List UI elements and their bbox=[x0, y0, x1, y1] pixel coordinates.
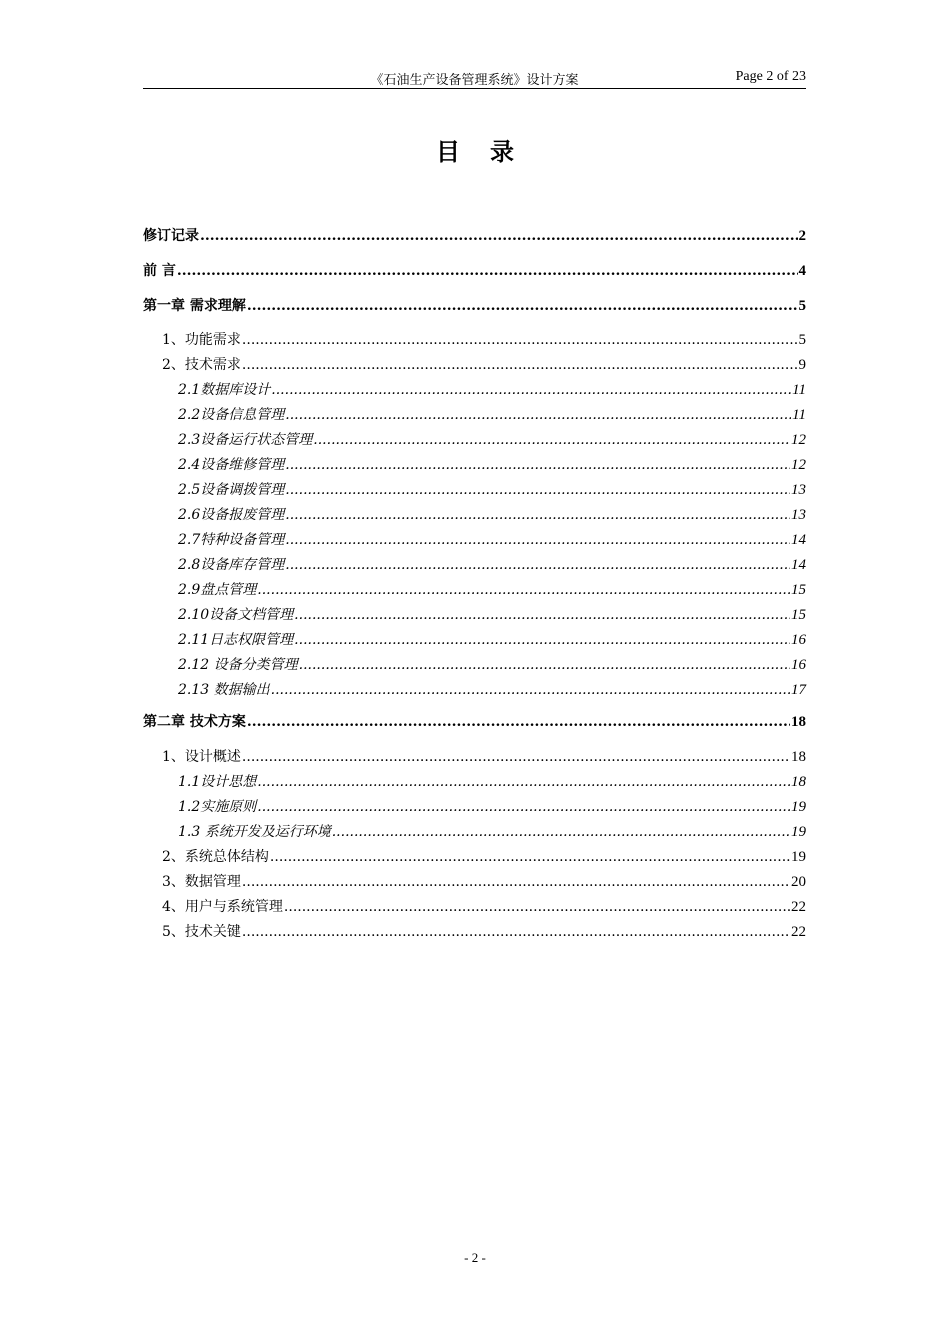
toc-entry[interactable] bbox=[162, 329, 806, 351]
page-footer: - 2 - bbox=[464, 1250, 486, 1265]
toc-entry-title: 2.7特种设备管理 bbox=[178, 532, 285, 548]
toc-leader-dots bbox=[247, 711, 790, 733]
toc-leader-dots bbox=[285, 479, 790, 501]
toc-leader-dots bbox=[285, 404, 791, 426]
toc-entry-page: 18 bbox=[791, 714, 806, 730]
toc-leader-dots bbox=[242, 329, 798, 351]
toc-entry-title: 2.2设备信息管理 bbox=[178, 407, 285, 423]
toc-entry-title: 1、功能需求 bbox=[162, 332, 241, 348]
toc-entry-title: 5、技术关键 bbox=[162, 924, 241, 940]
toc-leader-dots bbox=[294, 604, 790, 626]
toc-leader-dots bbox=[285, 504, 790, 526]
toc-entry-title: 2.8设备库存管理 bbox=[178, 557, 285, 573]
toc-entry-title: 前 言 bbox=[143, 263, 176, 279]
toc-entry-page: 14 bbox=[791, 532, 806, 548]
toc-entry-title: 2.1数据库设计 bbox=[178, 382, 271, 398]
toc-entry[interactable] bbox=[178, 479, 806, 501]
toc-leader-dots bbox=[285, 529, 790, 551]
toc-entry-title: 2.11日志权限管理 bbox=[178, 632, 294, 648]
toc-entry-page: 16 bbox=[791, 632, 806, 648]
toc-entry[interactable] bbox=[178, 379, 806, 401]
toc-entry-title: 2、技术需求 bbox=[162, 357, 241, 373]
toc-entry-page: 11 bbox=[792, 407, 806, 423]
toc-leader-dots bbox=[285, 554, 790, 576]
toc-entry[interactable] bbox=[178, 771, 806, 793]
toc-entry-title: 2.13 数据输出 bbox=[178, 682, 270, 698]
toc-entry-page: 12 bbox=[791, 432, 806, 448]
toc-leader-dots bbox=[284, 896, 790, 918]
toc-entry-page: 11 bbox=[792, 382, 806, 398]
toc-entry[interactable] bbox=[162, 354, 806, 376]
toc-entry-page: 16 bbox=[791, 657, 806, 673]
header-title: 《石油生产设备管理系统》设计方案 bbox=[370, 73, 579, 88]
toc-leader-dots bbox=[271, 679, 790, 701]
toc-entry-title: 2.9盘点管理 bbox=[178, 582, 257, 598]
toc-entry[interactable] bbox=[143, 295, 806, 317]
toc-entry-title: 修订记录 bbox=[143, 228, 199, 244]
toc-entry-page: 18 bbox=[791, 774, 806, 790]
toc-entry-page: 19 bbox=[791, 799, 806, 815]
toc-entry-page: 5 bbox=[798, 298, 806, 314]
toc-entry-title: 2.4设备维修管理 bbox=[178, 457, 285, 473]
toc-entry[interactable] bbox=[143, 260, 806, 282]
toc-entry-page: 19 bbox=[791, 849, 806, 865]
page-header bbox=[143, 68, 806, 89]
toc-leader-dots bbox=[285, 454, 790, 476]
toc-entry-page: 17 bbox=[791, 682, 806, 698]
toc-entry[interactable] bbox=[178, 454, 806, 476]
toc-leader-dots bbox=[257, 579, 790, 601]
toc-entry-page: 2 bbox=[798, 228, 806, 244]
toc-entry-page: 22 bbox=[791, 924, 806, 940]
toc-leader-dots bbox=[200, 225, 798, 247]
toc-leader-dots bbox=[271, 379, 791, 401]
toc-entry[interactable] bbox=[178, 404, 806, 426]
toc-entry-page: 19 bbox=[791, 824, 806, 840]
toc-entry[interactable] bbox=[178, 429, 806, 451]
toc-entry[interactable] bbox=[178, 654, 806, 676]
toc-entry[interactable] bbox=[162, 871, 806, 893]
toc-entry-title: 2.10设备文档管理 bbox=[178, 607, 294, 623]
toc-entry-title: 2.6设备报废管理 bbox=[178, 507, 285, 523]
toc-leader-dots bbox=[242, 746, 790, 768]
toc-leader-dots bbox=[270, 846, 790, 868]
toc-entry-title: 2.3设备运行状态管理 bbox=[178, 432, 313, 448]
toc-leader-dots bbox=[247, 295, 798, 317]
toc-entry-page: 12 bbox=[791, 457, 806, 473]
toc-leader-dots bbox=[299, 654, 790, 676]
toc-entry[interactable] bbox=[143, 711, 806, 733]
toc-entry[interactable] bbox=[162, 746, 806, 768]
toc-entry[interactable] bbox=[178, 529, 806, 551]
toc-entry[interactable] bbox=[178, 579, 806, 601]
toc-entry[interactable] bbox=[178, 604, 806, 626]
toc-entry-title: 3、数据管理 bbox=[162, 874, 241, 890]
toc-entry-title: 1.1设计思想 bbox=[178, 774, 257, 790]
toc-entry[interactable] bbox=[178, 796, 806, 818]
toc-entry-page: 13 bbox=[791, 507, 806, 523]
toc-entry-page: 9 bbox=[798, 357, 806, 373]
toc-leader-dots bbox=[257, 796, 790, 818]
toc-entry[interactable] bbox=[178, 821, 806, 843]
toc-entry[interactable] bbox=[162, 896, 806, 918]
toc-entry-title: 2.5设备调拨管理 bbox=[178, 482, 285, 498]
toc-entry[interactable] bbox=[143, 225, 806, 247]
toc-leader-dots bbox=[242, 921, 790, 943]
toc-entry[interactable] bbox=[178, 629, 806, 651]
toc-leader-dots bbox=[332, 821, 790, 843]
toc-entry-page: 14 bbox=[791, 557, 806, 573]
toc-entry-page: 20 bbox=[791, 874, 806, 890]
toc-entry[interactable] bbox=[178, 554, 806, 576]
toc-heading: 目录 bbox=[436, 137, 544, 166]
toc-leader-dots bbox=[313, 429, 790, 451]
toc-entry-title: 1.2实施原则 bbox=[178, 799, 257, 815]
toc-leader-dots bbox=[242, 354, 798, 376]
toc-entry-page: 15 bbox=[791, 582, 806, 598]
header-page-number: Page 2 of 23 bbox=[735, 69, 806, 84]
toc-leader-dots bbox=[257, 771, 790, 793]
toc-leader-dots bbox=[294, 629, 790, 651]
toc-leader-dots bbox=[242, 871, 790, 893]
toc-entry-page: 13 bbox=[791, 482, 806, 498]
toc-entry[interactable] bbox=[162, 921, 806, 943]
toc-entry-page: 5 bbox=[798, 332, 806, 348]
toc-entry-page: 18 bbox=[791, 749, 806, 765]
toc-entry-title: 1.3 系统开发及运行环境 bbox=[178, 824, 331, 840]
toc-entry-page: 4 bbox=[798, 263, 806, 279]
toc-entry-title: 第二章 技术方案 bbox=[143, 714, 246, 730]
toc-entry-title: 4、用户与系统管理 bbox=[162, 899, 283, 915]
toc-entry[interactable] bbox=[178, 504, 806, 526]
toc-entry-page: 15 bbox=[791, 607, 806, 623]
toc-entry-title: 2.12 设备分类管理 bbox=[178, 657, 298, 673]
toc-entry[interactable] bbox=[178, 679, 806, 701]
toc-entry-title: 1、设计概述 bbox=[162, 749, 241, 765]
toc-entry-page: 22 bbox=[791, 899, 806, 915]
toc-entry-title: 2、系统总体结构 bbox=[162, 849, 269, 865]
toc-entry[interactable] bbox=[162, 846, 806, 868]
toc-entry-title: 第一章 需求理解 bbox=[143, 298, 246, 314]
toc-leader-dots bbox=[177, 260, 798, 282]
